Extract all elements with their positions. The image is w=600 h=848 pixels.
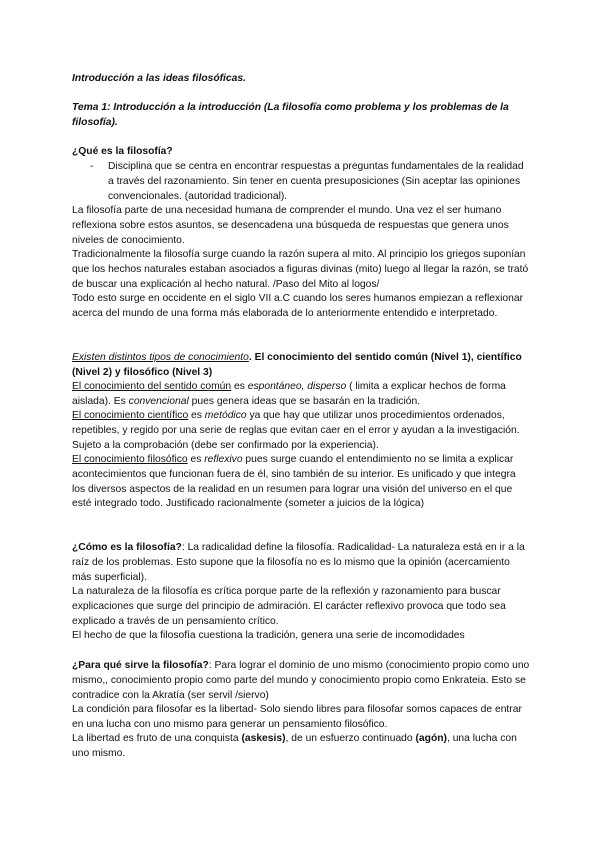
term-askesis: (askesis) (241, 733, 286, 744)
text: es (231, 381, 248, 392)
text: : La radicalidad define la filosofía. Radicalidad- La naturaleza está en ir a la raíz de los problemas. Esto supone que la filosofía no es lo mismo que la opinión (acercamiento más superficial). (72, 542, 525, 583)
paragraph: El hecho de que la filosofía cuestiona la tradición, genera una serie de incomodidades (72, 630, 465, 641)
intro-bold: . El conocimiento del sentido común (Nivel 1), científico (Nivel 2) y filosófico (Nivel 3) (72, 352, 522, 378)
text: , una lucha con uno mismo. (72, 733, 517, 759)
emphasis: convencional (128, 395, 189, 407)
text: es (188, 410, 205, 421)
bullet-item (90, 160, 530, 204)
paragraph: La condición para filosofar es la libertad- Solo siendo libres para filosofar somos capaces de entrar en una lucha con uno mismo para generar un pensamiento filosófico. (72, 704, 522, 730)
paragraph-sentido-comun (72, 380, 530, 410)
paragraph-cientifico (72, 409, 530, 453)
text: ya que hay que utilizar unos procedimientos ordenados, repetibles, y regido por una serie de reglas que evitan caer en el error y ayudan a la investigación. Sujeto a la comprobación (debe ser confirmado por la experiencia). (72, 410, 520, 451)
text: ( limita a explicar hechos de forma aislada). Es (72, 381, 506, 407)
text: es (187, 454, 205, 465)
term-agon: (agón) (415, 733, 447, 744)
knowledge-types-intro (72, 351, 530, 381)
emphasis: metódico (204, 410, 247, 421)
document-title: Introducción a las ideas filosóficas. (72, 73, 246, 84)
emphasis: reflexivo (204, 454, 243, 465)
paragraph: La filosofía parte de una necesidad humana de comprender el mundo. Una vez el ser humano reflexiona sobre estos asuntos, se desencadena una búsqueda de respuestas que genera unos niveles de conocimiento. (72, 205, 509, 246)
heading-que-es-la-filosofia: ¿Qué es la filosofía? (72, 146, 173, 157)
term: El conocimiento filosófico (72, 454, 188, 465)
text: , de un esfuerzo continuado (285, 733, 416, 744)
paragraph-filosofico (72, 453, 530, 512)
text: : Para lograr el dominio de uno mismo (conocimiento propio como uno mismo,, conocimiento propio como parte del mundo y conocimiento propio como Enkrateia. Esto se contradice con la Akratía (ser servil /siervo) (72, 660, 530, 701)
text: La libertad es fruto de una conquista (72, 733, 242, 744)
paragraph-para-que-sirve (72, 659, 530, 703)
intro-underlined: Existen distintos tipos de conocimiento (72, 352, 249, 363)
paragraph: Tradicionalmente la filosofía surge cuando la razón supera al mito. Al principio los griegos suponían que los hechos naturales estaban asociados a figuras divinas (mito) luego al llegar la razón, se trató de buscar una explicación al hecho natural. /Paso del Mito al logos/ (72, 249, 529, 290)
heading-como-es-la-filosofia: ¿Cómo es la filosofía? (72, 542, 182, 553)
paragraph: La naturaleza de la filosofía es crítica porque parte de la reflexión y razonamiento para buscar explicaciones que surge del principio de admiración. El carácter reflexivo provoca que todo sea explicado a través de un pensamiento crítico. (72, 586, 506, 627)
section-heading-tema-1: Tema 1: Introducción a la introducción (La filosofía como problema y los problemas de la filosofía). (72, 102, 509, 128)
paragraph: Todo esto surge en occidente en el siglo VII a.C cuando los seres humanos empiezan a reflexionar acerca del mundo de una forma más elaborada de lo anteriormente entendido e interpretado. (72, 293, 524, 319)
paragraph-como-es (72, 541, 530, 585)
term: El conocimiento del sentido común (72, 381, 232, 392)
emphasis: espontáneo, disperso (247, 381, 347, 392)
text: pues genera ideas que se basarán en la tradición. (188, 395, 421, 407)
heading-para-que-sirve: ¿Para qué sirve la filosofía? (72, 660, 209, 671)
bullet-dash: - (90, 161, 94, 172)
bullet-text: Disciplina que se centra en encontrar respuestas a preguntas fundamentales de la realidad a través del razonamiento. Sin tener en cuenta presuposiciones (Sin aceptar las opiniones convencionales. (autoridad tradicional). (108, 161, 524, 202)
term: El conocimiento científico (72, 410, 189, 421)
paragraph-libertad (72, 732, 530, 762)
text: pues surge cuando el entendimiento no se limita a explicar acontecimientos que funcionan fuera de él, sino también de su interior. Es unificado y que integra los diversos aspectos de la realidad en un resumen para lograr una visión del universo en el que esté integrado todo. Justificado racionalmente (someter a juicios de la lógica) (72, 454, 516, 510)
